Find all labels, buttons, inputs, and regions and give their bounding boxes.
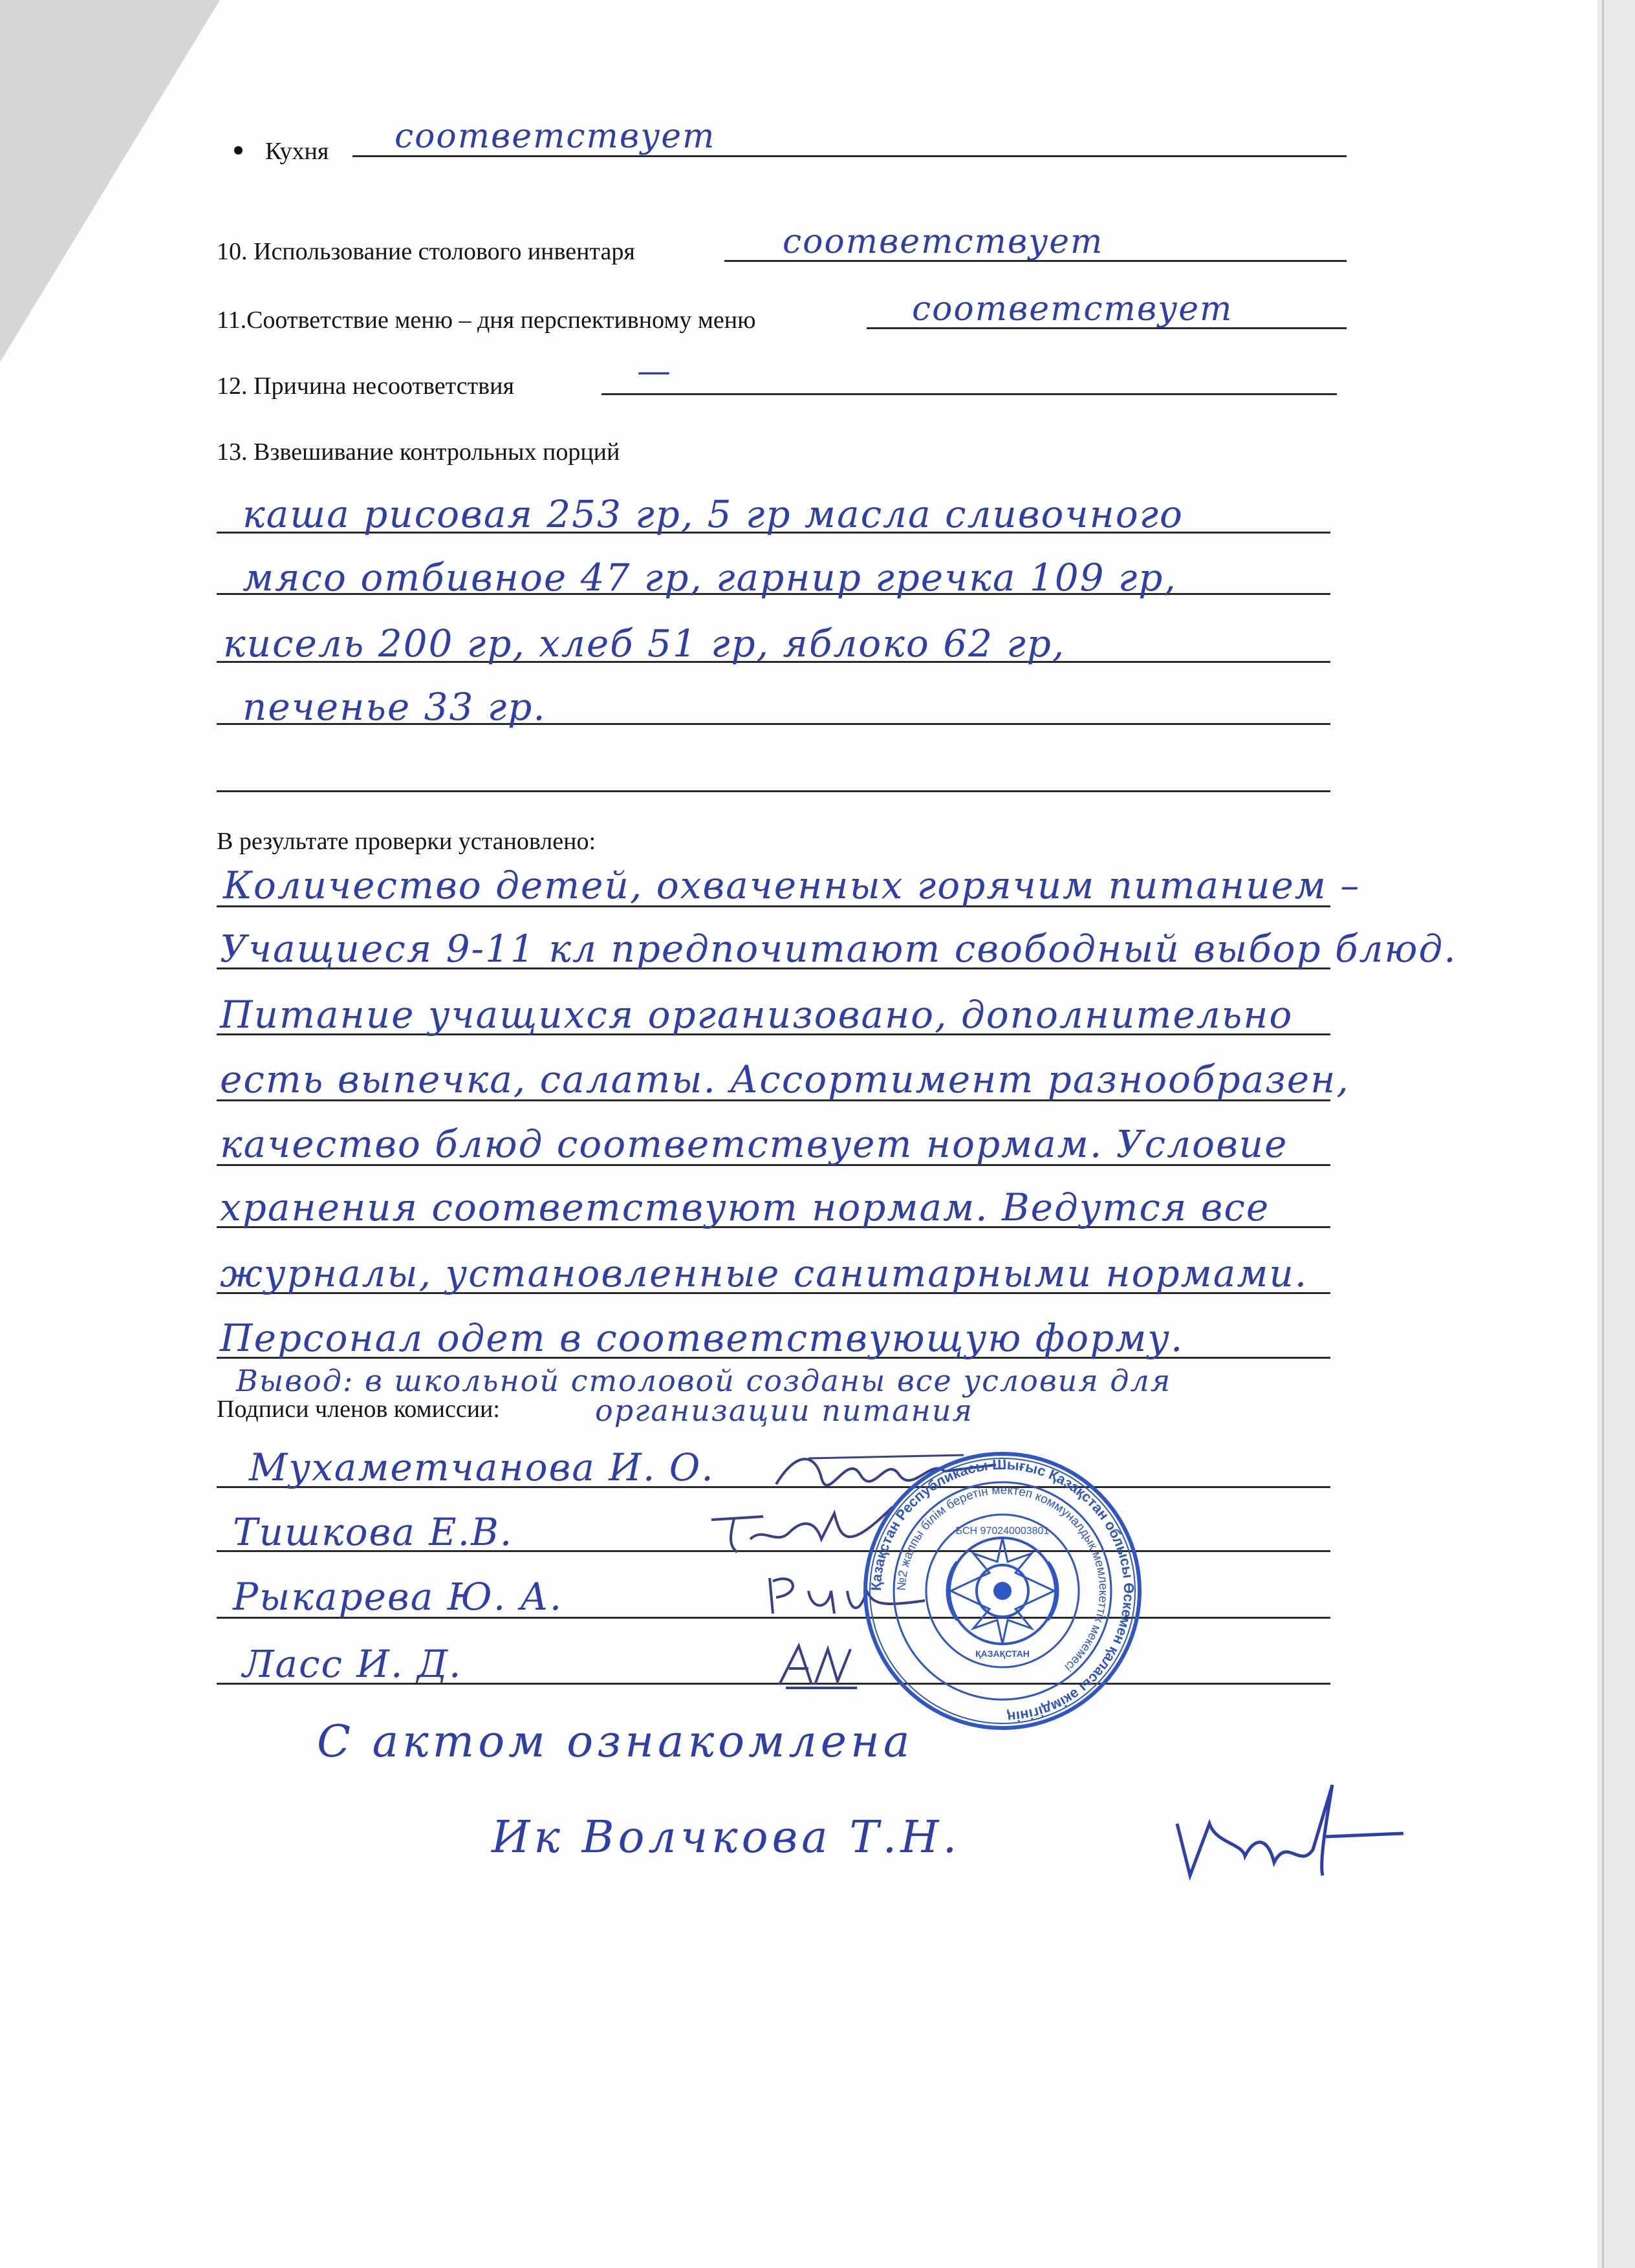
official-stamp (860, 1449, 1145, 1733)
item-13-label: 13. Взвешивание контрольных порций (217, 438, 620, 466)
acknowledgement-line-1: С актом ознакомлена (317, 1716, 914, 1767)
result-text-5: качество блюд соответствует нормам. Условие (220, 1122, 1288, 1166)
acknowledgement-line-2: Ик Волчкова Т.Н. (492, 1812, 961, 1863)
member-name-2: Тишкова Е.В. (233, 1510, 514, 1554)
kitchen-value: соответствует (395, 117, 716, 156)
result-text-3: Питание учащихся организовано, дополнительно (220, 993, 1294, 1037)
acknowledgement-signature (1164, 1772, 1410, 1882)
result-text-8: Персонал одет в соответствующую форму. (220, 1316, 1184, 1360)
member-name-1: Мухаметчанова И. О. (249, 1445, 715, 1489)
stamp-center-text: ҚАЗАҚСТАН (975, 1648, 1030, 1659)
portion-line-5 (217, 790, 1330, 792)
item-11-label: 11.Соответствие меню – дня перспективному меню (217, 307, 756, 334)
result-text-1: Количество детей, охваченных горячим питанием – (223, 863, 1361, 907)
portion-text-2: мясо отбивное 47 гр, гарнир гречка 109 гр, (243, 556, 1177, 599)
member-signature-4 (773, 1636, 863, 1694)
conclusion-text-2: организации питания (595, 1393, 973, 1428)
portion-text-4: печенье 33 гр. (243, 685, 547, 729)
result-text-2: Учащиеся 9-11 кл предпочитают свободный выбор блюд. (220, 927, 1457, 971)
portion-text-3: кисель 200 гр, хлеб 51 гр, яблоко 62 гр, (223, 621, 1066, 665)
stamp-bin: БСН 970240003801 (955, 1526, 1050, 1537)
signatures-label: Подписи членов комиссии: (217, 1396, 500, 1423)
result-label: В результате проверки установлено: (217, 828, 596, 855)
stamp-outer-text: Қазақстан Республикасы Шығыс Қазақстан облысы Өскемен қаласы әкімдігінің (867, 1456, 1138, 1725)
item-12-label: 12. Причина несоответствия (217, 373, 514, 400)
item-10-label: 10. Использование столового инвентаря (217, 238, 635, 265)
result-text-6: хранения соответствуют нормам. Ведутся все (220, 1185, 1270, 1229)
portion-text-1: каша рисовая 253 гр, 5 гр масла сливочного (243, 492, 1184, 536)
item-12-line (601, 393, 1337, 395)
item-10-value: соответствует (783, 222, 1104, 261)
bullet-dot (234, 146, 243, 155)
member-name-4: Ласс И. Д. (243, 1642, 462, 1686)
result-text-7: журналы, установленные санитарными нормами. (220, 1251, 1308, 1295)
member-name-3: Рыкарева Ю. А. (233, 1575, 563, 1619)
result-text-4: есть выпечка, салаты. Ассортимент разнообразен, (220, 1057, 1350, 1101)
item-12-value: — (637, 352, 672, 391)
conclusion-text-1: Вывод: в школьной столовой созданы все условия для (236, 1363, 1172, 1398)
kitchen-label: Кухня (265, 138, 329, 165)
stamp-inner-text: №2 жалпы білім беретін мектеп коммуналдық мемлекеттік мекемесі (894, 1483, 1110, 1674)
page-edge (1602, 0, 1604, 2268)
item-11-value: соответствует (912, 290, 1233, 329)
